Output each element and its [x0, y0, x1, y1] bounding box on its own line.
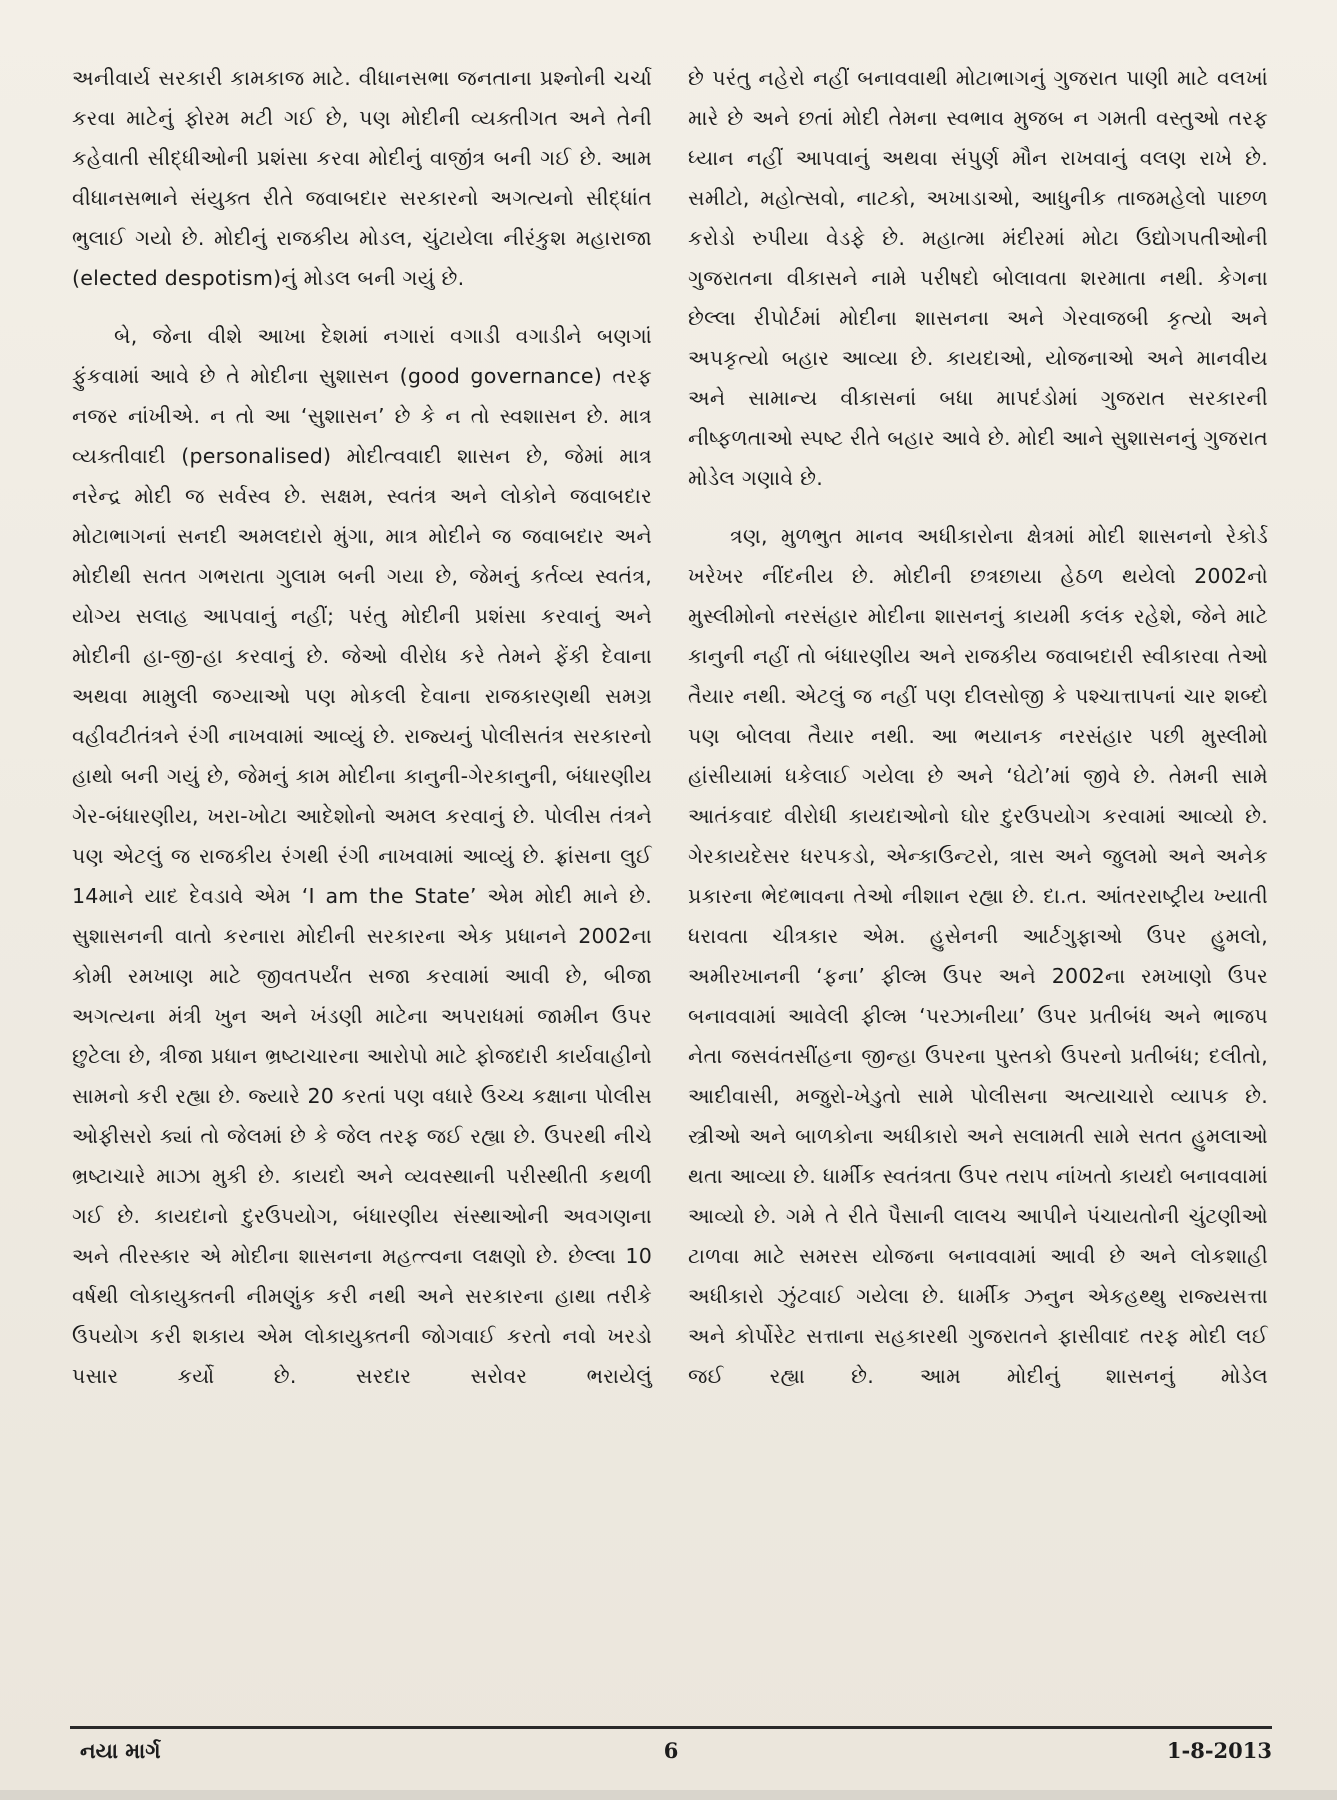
issue-date: 1-8-2013 [1166, 1738, 1272, 1763]
paragraph: અનીવાર્ય સરકારી કામકાજ માટે. વીધાનસભા જનતાના પ્રશ્નોની ચર્ચા કરવા માટેનું ફોરમ મટી ગઈ છે, પણ મોદીની વ્યક્તીગત અને તેની કહેવાતી સીદ્ધીઓની પ્રશંસા કરવા મોદીનું વાજીંત્ર બની ગઈ છે. આમ વીધાનસભાને સંયુક્ત રીતે જવાબદાર સરકારનો અગત્યનો સીદ્ધાંત ભુલાઈ ગયો છે. મોદીનું રાજકીય મોડલ, ચુંટાયેલા નીરંકુશ મહારાજા (elected despotism)નું મોડલ બની ગયું છે. [72, 66, 652, 290]
page-footer [70, 1738, 1272, 1778]
paragraph: છે પરંતુ નહેરો નહીં બનાવવાથી મોટાભાગનું ગુજરાત પાણી માટે વલખાં મારે છે અને છતાં મોદી તેમના સ્વભાવ મુજબ ન ગમતી વસ્તુઓ તરફ ધ્યાન નહીં આપવાનું અથવા સંપુર્ણ મૌન રાખવાનું વલણ રાખે છે. સમીટો, મહોત્સવો, નાટકો, અખાડાઓ, આધુનીક તાજમહેલો પાછળ કરોડો રુપીયા વેડફે છે. મહાત્મા મંદીરમાં મોટા ઉદ્યોગપતીઓની ગુજરાતના વીકાસને નામે પરીષદો બોલાવતા શરમાતા નથી. કેગના છેલ્લા રીપોર્ટમાં મોદીના શાસનના અને ગેરવાજબી કૃત્યો અને અપકૃત્યો બહાર આવ્યા છે. કાયદાઓ, યોજનાઓ અને માનવીય અને સામાન્ય વીકાસનાં બધા માપદંડોમાં ગુજરાત સરકારની નીષ્ફળતાઓ સ્પષ્ટ રીતે બહાર આવે છે. મોદી આને સુશાસનનું ગુજરાત મોડેલ ગણાવે છે. [688, 66, 1268, 490]
footer-divider [70, 1726, 1272, 1729]
paragraph: ત્રણ, મુળભુત માનવ અધીકારોના ક્ષેત્રમાં મોદી શાસનનો રેકોર્ડ ખરેખર નીંદનીય છે. મોદીની છત્રછાયા હેઠળ થયેલો 2002નો મુસ્લીમોનો નરસંહાર મોદીના શાસનનું કાયમી કલંક રહેશે, જેને માટે કાનુની નહીં તો બંધારણીય અને રાજકીય જવાબદારી સ્વીકારવા તેઓ તૈયાર નથી. એટલું જ નહીં પણ દીલસોજી કે પશ્ચાત્તાપનાં ચાર શબ્દો પણ બોલવા તૈયાર નથી. આ ભયાનક નરસંહાર પછી મુસ્લીમો હાંસીયામાં ધકેલાઈ ગયેલા છે અને ‘ઘેટો’માં જીવે છે. તેમની સામે આતંકવાદ વીરોધી કાયદાઓનો ઘોર દુરઉપયોગ કરવામાં આવ્યો છે. ગેરકાયદેસર ધરપકડો, એન્કાઉન્ટરો, ત્રાસ અને જુલમો અને અનેક પ્રકારના ભેદભાવના તેઓ નીશાન રહ્યા છે. દા.ત. આંતરરાષ્ટ્રીય ખ્યાતી ધરાવતા ચીત્રકાર એમ. હુસેનની આર્ટગુફાઓ ઉપર હુમલો, અમીરખાનની ‘ફના’ ફીલ્મ ઉપર અને 2002ના રમખાણો ઉપર બનાવવામાં આવેલી ફીલ્મ ‘પરઝાનીયા’ ઉપર પ્રતીબંધ અને ભાજપ નેતા જસવંતસીંહના જીન્હા ઉપરના પુસ્તકો ઉપરનો પ્રતીબંધ; દલીતો, આદીવાસી, મજુરો-ખેડુતો સામે પોલીસના અત્યાચારો વ્યાપક છે. સ્ત્રીઓ અને બાળકોના અધીકારો અને સલામતી સામે સતત હુમલાઓ થતા આવ્યા છે. ધાર્મીક સ્વતંત્રતા ઉપર તરાપ નાંખતો કાયદો બનાવવામાં આવ્યો છે. ગમે તે રીતે પૈસાની લાલચ આપીને પંચાયતોની ચુંટણીઓ ટાળવા માટે સમરસ યોજના બનાવવામાં આવી છે અને લોકશાહી અધીકારો ઝુંટવાઈ ગયેલા છે. ધાર્મીક ઝનુન એકહથ્થુ રાજ્યસત્તા અને કોર્પોરેટ સત્તાના સહકારથી ગુજરાતને ફાસીવાદ તરફ મોદી લઈ જઈ રહ્યા છે. આમ મોદીનું શાસનનું મોડેલ [688, 524, 1268, 1388]
page-number: 6 [663, 1738, 679, 1763]
right-column [688, 58, 1268, 1396]
scan-edge [0, 1790, 1337, 1800]
left-column [72, 58, 652, 1396]
publication-name: નયા માર્ગ [80, 1738, 161, 1763]
paragraph: બે, જેના વીશે આખા દેશમાં નગારાં વગાડી વગાડીને બણગાં ફુંકવામાં આવે છે તે મોદીના સુશાસન (good governance) તરફ નજર નાંખીએ. ન તો આ ‘સુશાસન’ છે કે ન તો સ્વશાસન છે. માત્ર વ્યક્તીવાદી (personalised) મોદીત્વવાદી શાસન છે, જેમાં માત્ર નરેન્દ્ર મોદી જ સર્વસ્વ છે. સક્ષમ, સ્વતંત્ર અને લોકોને જવાબદાર મોટાભાગનાં સનદી અમલદારો મુંગા, માત્ર મોદીને જ જવાબદાર અને મોદીથી સતત ગભરાતા ગુલામ બની ગયા છે, જેમનું કર્તવ્ય સ્વતંત્ર, યોગ્ય સલાહ આપવાનું નહીં; પરંતુ મોદીની પ્રશંસા કરવાનું અને મોદીની હા-જી-હા કરવાનું છે. જેઓ વીરોધ કરે તેમને ફેંકી દેવાના અથવા મામુલી જગ્યાઓ પણ મોકલી દેવાના રાજકારણથી સમગ્ર વહીવટીતંત્રને રંગી નાખવામાં આવ્યું છે. રાજ્યનું પોલીસતંત્ર સરકારનો હાથો બની ગયું છે, જેમનું કામ મોદીના કાનુની-ગેરકાનુની, બંધારણીય ગેર-બંધારણીય, ખરા-ખોટા આદેશોનો અમલ કરવાનું છે. પોલીસ તંત્રને પણ એટલું જ રાજકીય રંગથી રંગી નાખવામાં આવ્યું છે. ફ્રાંસના લુઈ 14માને યાદ દેવડાવે એમ ‘I am the State’ એમ મોદી માને છે. સુશાસનની વાતો કરનારા મોદીની સરકારના એક પ્રધાનને 2002ના કોમી રમખાણ માટે જીવતપર્યંત સજા કરવામાં આવી છે, બીજા અગત્યના મંત્રી ખુન અને ખંડણી માટેના અપરાધમાં જામીન ઉપર છુટેલા છે, ત્રીજા પ્રધાન ભ્રષ્ટાચારના આરોપો માટે ફોજદારી કાર્યવાહીનો સામનો કરી રહ્યા છે. જ્યારે 20 કરતાં પણ વધારે ઉચ્ચ કક્ષાના પોલીસ ઓફીસરો ક્યાં તો જેલમાં છે કે જેલ તરફ જઈ રહ્યા છે. ઉપરથી નીચે ભ્રષ્ટાચારે માઝા મુકી છે. કાયદો અને વ્યવસ્થાની પરીસ્થીતી કથળી ગઈ છે. કાયદાનો દુરઉપયોગ, બંધારણીય સંસ્થાઓની અવગણના અને તીરસ્કાર એ મોદીના શાસનના મહત્ત્વના લક્ષણો છે. છેલ્લા 10 વર્ષથી લોકાયુક્તની નીમણુંક કરી નથી અને સરકારના હાથા તરીકે ઉપયોગ કરી શકાય એમ લોકાયુક્તની જોગવાઈ કરતો નવો ખરડો પસાર કર્યો છે. સરદાર સરોવર ભરાયેલું [72, 324, 652, 1388]
